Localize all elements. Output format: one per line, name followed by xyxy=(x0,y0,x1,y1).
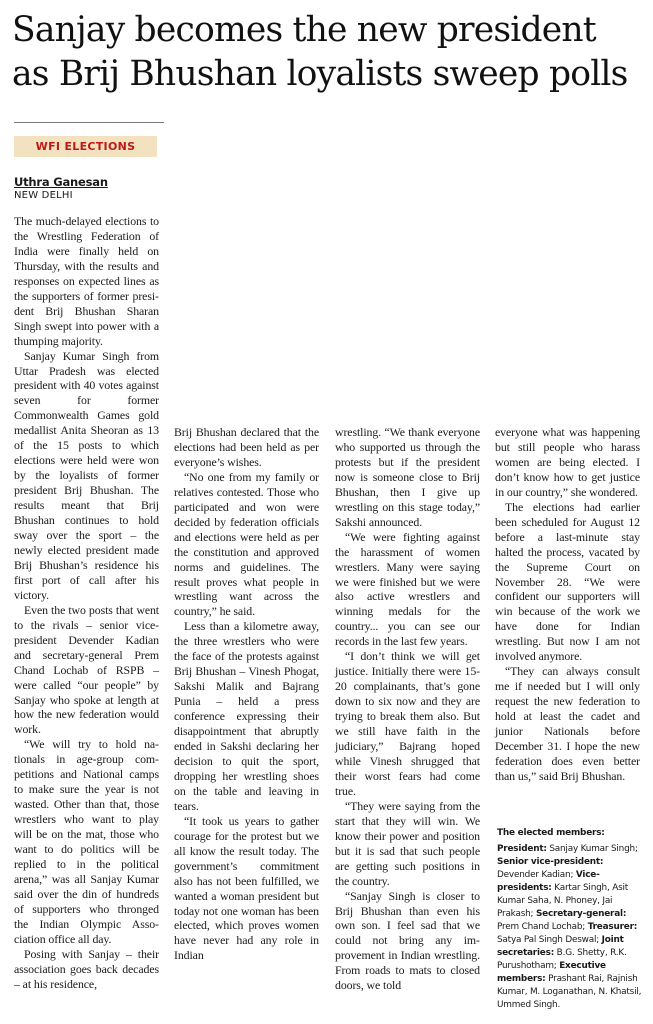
paragraph: The elections had earlier been scheduled for August 12 before a last-minute stay halted the process, vacated by the Supreme Court on November 28. “We were confident our supporters will win because of the work we have done for Indian wrestling. But now I am not involved anymore. xyxy=(495,499,640,664)
paragraph: Less than a kilometre away, the three wrestlers who were the face of the protests against Brij Bhushan – Vinesh Phogat, Sakshi Malik and Bajrang Punia – held a press conference expressing their disappointment that abruptly ended in Sakshi declaring her decision to quit the sport, dropping her wrestling shoes on the table and leaving in tears. xyxy=(174,619,319,813)
paragraph: everyone what was happening but still people who harass women are being elected. I don’t know how to get justice in our country,” she wondered. xyxy=(495,425,640,499)
article-column-2 xyxy=(174,425,319,963)
paragraph: The much-delayed elections to the Wrestling Federation of India were finally held on Thursday, with the results and responses on expected lines as the supporters of former president Brij Bhushan Sharan Singh swept into power with a thumping majority. xyxy=(14,214,159,348)
paragraph: “We will try to hold nationals in age-group competitions and National camps to make sure the year is not wasted. Other than that, those wrestlers who want to play will be on the mat, those who want to do politics will be replied to in the political arena,” was all Sanjay Kumar said over the din of hundreds of supporters who thronged the Indian Olympic Association office all day. xyxy=(14,737,159,946)
section-tag: WFI ELECTIONS xyxy=(14,136,157,157)
paragraph: “I don’t think we will get justice. Initially there were 15-20 complainants, that’s gone down to six now and they are trying to break them also. But we still have faith in the judiciary,” Bajrang hoped while Vinesh shrugged that their worst fears had come true. xyxy=(335,649,480,798)
headline-line-1: Sanjay becomes the new president xyxy=(12,10,596,50)
member-role: Joint secretaries: xyxy=(497,935,624,958)
paragraph: “We were fighting against the harassment of women wrestlers. Many were saying we were finished but we were also active wrestlers and winning medals for the country... you can see our records in the last few years. xyxy=(335,529,480,649)
paragraph: Even the two posts that went to the rivals – senior vice-president Devender Kadian and secretary-general Prem Chand Lochab of RSPB – were called “our people” by Sanjay who spoke at length at how the new federation would work. xyxy=(14,602,159,737)
member-entry xyxy=(497,844,638,854)
author-byline: Uthra Ganesan xyxy=(14,175,108,189)
member-role: Secretary-general: xyxy=(535,909,627,919)
member-role: Treasurer: xyxy=(587,922,638,932)
article-column-3 xyxy=(335,425,480,993)
member-role: President: xyxy=(497,844,547,854)
paragraph: Brij Bhushan declared that the elections had been held as per everyone’s wishes. xyxy=(174,425,319,469)
article-column-4 xyxy=(495,425,640,784)
member-names: Prashant Rai, Rajnish Kumar, M. Loganathan, N. Khatsil, Ummed Singh. xyxy=(497,974,642,1010)
paragraph: Posing with Sanjay – their association goes back decades – at his residence, xyxy=(14,946,159,991)
elected-members-title: The elected members: xyxy=(497,828,605,838)
article-column-1 xyxy=(14,214,159,992)
member-names: Kartar Singh, Asit Kumar Saha, N. Phoney, Jai Prakash; xyxy=(497,883,629,919)
headline xyxy=(12,8,644,96)
elected-members-box xyxy=(497,827,643,1012)
dateline: NEW DELHI xyxy=(14,190,73,201)
member-names: Sanjay Kumar Singh; xyxy=(546,844,638,854)
section-divider xyxy=(14,122,164,123)
member-names: Satya Pal Singh Deswal; xyxy=(497,935,600,945)
paragraph: “No one from my family or relatives contested. Those who participated and won were decided by federation officials and elections were held as per the constitution and approved norms and guidelines. The result proves what people in wrestling want across the country,” he said. xyxy=(174,469,319,619)
paragraph: “It took us years to gather courage for the protest but we all know the result today. The government’s commitment also has not been fulfilled, we wanted a woman president but today not one woman has been elected, which proves women have never had any role in Indian xyxy=(174,813,319,963)
member-names: Prem Chand Lochab; xyxy=(497,922,586,932)
paragraph: “They can always consult me if needed but I will only request the new federation to hold at least the cadet and junior Nationals before December 31. I hope the new federation does even better than us,” said Brij Bhushan. xyxy=(495,664,640,783)
paragraph: “Sanjay Singh is closer to Brij Bhushan than even his own son. I feel sad that we could not bring any improvement in Indian wrestling. From roads to mats to closed doors, we told xyxy=(335,888,480,993)
paragraph: wrestling. “We thank everyone who supported us through the protests but if the president now is someone close to Brij Bhushan, then I give up wrestling on this stage today,” Sakshi announced. xyxy=(335,425,480,529)
member-role: Senior vice-president: xyxy=(497,857,604,867)
paragraph: Sanjay Kumar Singh from Uttar Pradesh was elected president with 40 votes against seven for former Commonwealth Games gold medallist Anita Sheoran as 13 of the 15 posts to which elections were held were won by the loyalists of former president Brij Bhushan. The results meant that Brij Bhushan continues to hold sway over the sport – the newly elected president made Brij Bhushan’s residence his first port of call after his victory. xyxy=(14,348,159,602)
headline-line-2: as Brij Bhushan loyalists sweep polls xyxy=(12,54,628,94)
member-names: Devender Kadian; xyxy=(497,870,574,880)
member-names: B.G. Shetty, R.K. Purushotham; xyxy=(497,948,627,971)
paragraph: “They were saying from the start that they will win. We know their power and position but it is sad that such people are getting such positions in the country. xyxy=(335,798,480,888)
member-role: Executive members: xyxy=(497,961,606,984)
member-role: Vice-presidents: xyxy=(497,870,600,893)
